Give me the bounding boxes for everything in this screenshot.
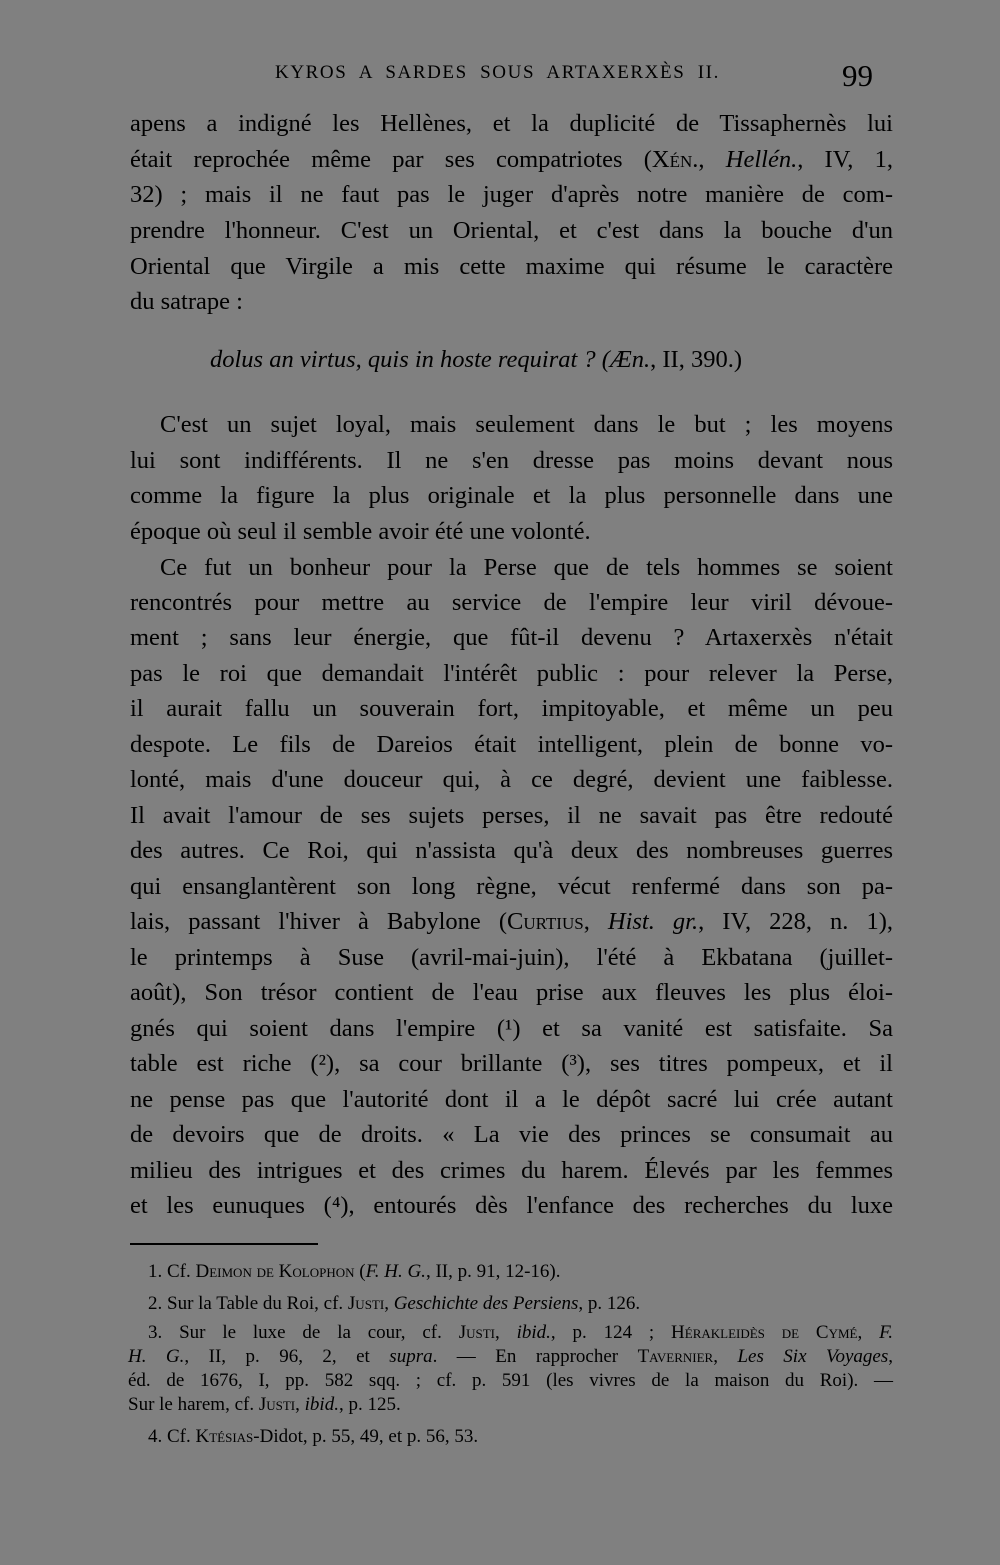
footnote-divider xyxy=(130,1243,318,1245)
text-line: C'est un sujet loyal, mais seulement dans le but ; les moyens xyxy=(160,411,893,438)
text-line: apens a indigné les Hellènes, et la duplicité de Tissaphernès lui xyxy=(130,110,893,137)
text-line: du satrape : xyxy=(130,288,243,315)
text-line: pas le roi que demandait l'intérêt public : pour relever la Perse, xyxy=(130,660,893,687)
text-line: qui ensanglantèrent son long règne, vécut renfermé dans son pa- xyxy=(130,873,893,900)
text-line: comme la figure la plus originale et la plus personnelle dans une xyxy=(130,482,893,509)
footnote-2: 2. Sur la Table du Roi, cf. Justi, Geschichte des Persiens, p. 126. xyxy=(148,1293,641,1314)
text-line: 32) ; mais il ne faut pas le juger d'après notre manière de com- xyxy=(130,181,893,208)
text-line: Ce fut un bonheur pour la Perse que de tels hommes se soient xyxy=(160,554,893,581)
text-line: août), Son trésor contient de l'eau prise aux fleuves les plus éloi- xyxy=(130,979,893,1006)
text-line: était reprochée même par ses compatriotes (Xén., Hellén., IV, 1, xyxy=(130,146,893,173)
text-line: ne pense pas que l'autorité dont il a le dépôt sacré lui crée autant xyxy=(130,1086,893,1113)
footnote-3-continued: éd. de 1676, I, pp. 582 sqq. ; cf. p. 591 (les vivres de la maison du Roi). — xyxy=(128,1370,893,1391)
footnote-1: 1. Cf. Deimon de Kolophon (F. H. G., II, p. 91, 12-16). xyxy=(148,1261,561,1282)
footnote-3: 3. Sur le luxe de la cour, cf. Justi, ibid., p. 124 ; Hérakleidès de Cymé, F. xyxy=(148,1322,893,1343)
text-line: ment ; sans leur énergie, que fût-il devenu ? Artaxerxès n'était xyxy=(130,624,893,651)
latin-quotation: dolus an virtus, quis in hoste requirat ? (Æn., II, 390.) xyxy=(210,346,742,373)
text-line: lais, passant l'hiver à Babylone (Curtius, Hist. gr., IV, 228, n. 1), xyxy=(130,908,893,935)
text-line: rencontrés pour mettre au service de l'empire leur viril dévoue- xyxy=(130,589,893,616)
footnote-4: 4. Cf. Ktésias-Didot, p. 55, 49, et p. 56, 53. xyxy=(148,1426,479,1447)
text-line: despote. Le fils de Dareios était intelligent, plein de bonne vo- xyxy=(130,731,893,758)
text-line: et les eunuques (⁴), entourés dès l'enfance des recherches du luxe xyxy=(130,1192,893,1219)
text-line: de devoirs que de droits. « La vie des princes se consumait au xyxy=(130,1121,893,1148)
text-line: gnés qui soient dans l'empire (¹) et sa vanité est satisfaite. Sa xyxy=(130,1015,893,1042)
text-line: époque où seul il semble avoir été une volonté. xyxy=(130,518,591,545)
text-line: lui sont indifférents. Il ne s'en dresse pas moins devant nous xyxy=(130,447,893,474)
footnote-3-continued: H. G., II, p. 96, 2, et supra. — En rapprocher Tavernier, Les Six Voyages, xyxy=(128,1346,893,1367)
text-line: prendre l'honneur. C'est un Oriental, et c'est dans la bouche d'un xyxy=(130,217,893,244)
text-line: Il avait l'amour de ses sujets perses, il ne savait pas être redouté xyxy=(130,802,893,829)
page-number: 99 xyxy=(842,58,873,93)
text-line: milieu des intrigues et des crimes du harem. Élevés par les femmes xyxy=(130,1157,893,1184)
text-line: il aurait fallu un souverain fort, impitoyable, et même un peu xyxy=(130,695,893,722)
text-line: Oriental que Virgile a mis cette maxime qui résume le caractère xyxy=(130,253,893,280)
text-line: des autres. Ce Roi, qui n'assista qu'à deux des nombreuses guerres xyxy=(130,837,893,864)
text-line: le printemps à Suse (avril-mai-juin), l'été à Ekbatana (juillet- xyxy=(130,944,893,971)
footnote-3-continued: Sur le harem, cf. Justi, ibid., p. 125. xyxy=(128,1394,401,1415)
text-line: table est riche (²), sa cour brillante (³), ses titres pompeux, et il xyxy=(130,1050,893,1077)
text-line: lonté, mais d'une douceur qui, à ce degré, devient une faiblesse. xyxy=(130,766,893,793)
running-title: KYROS A SARDES SOUS ARTAXERXÈS II. xyxy=(275,62,720,83)
